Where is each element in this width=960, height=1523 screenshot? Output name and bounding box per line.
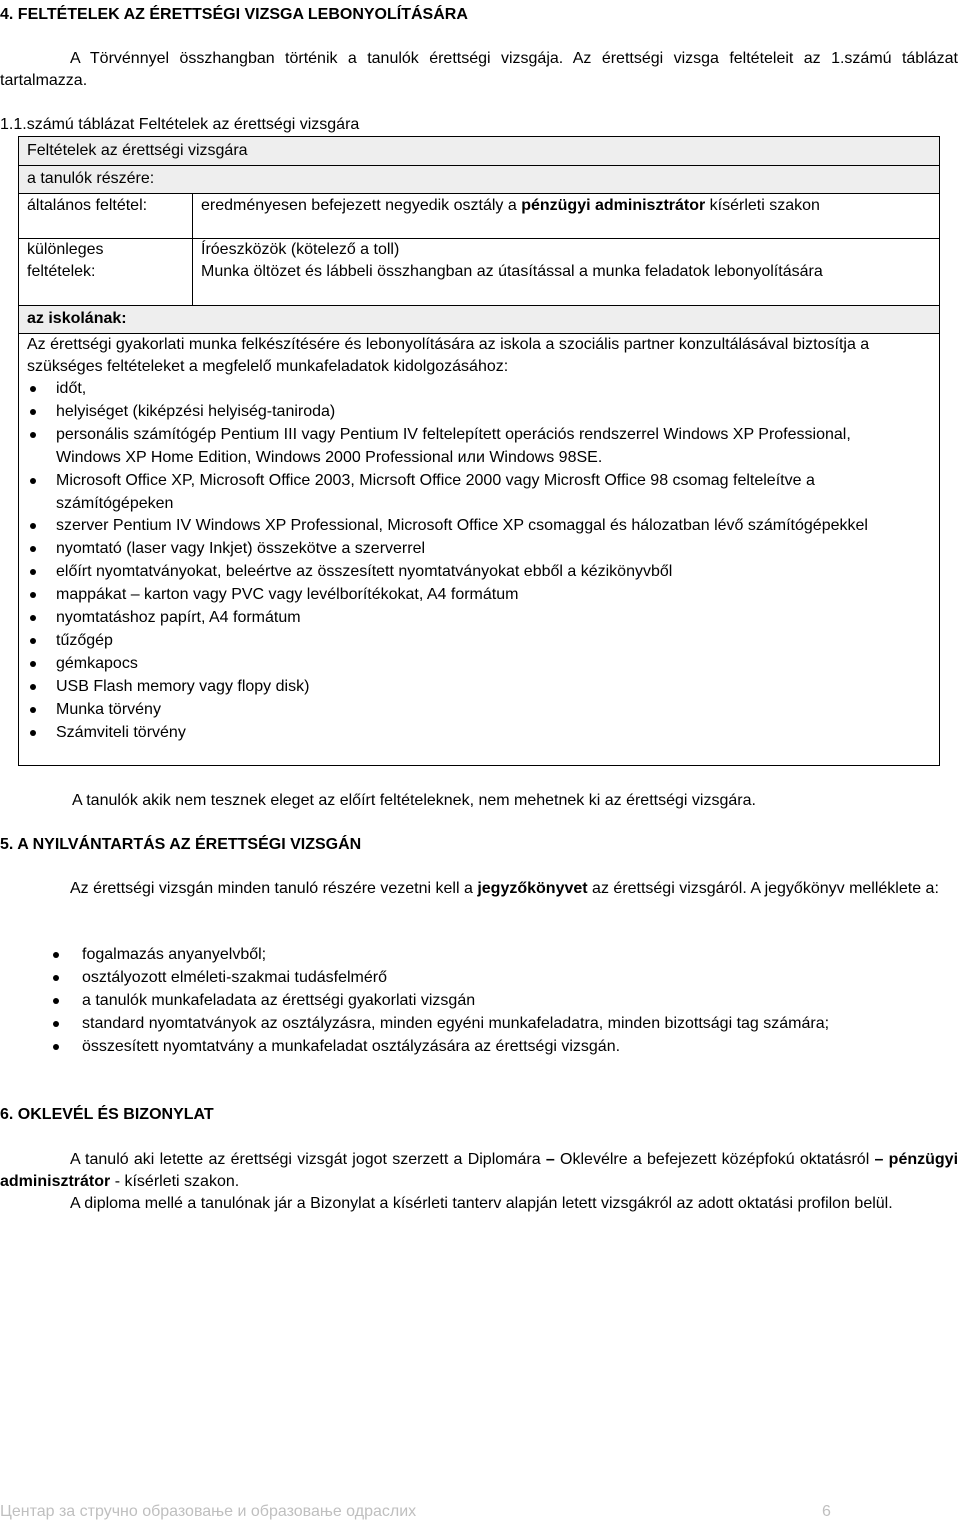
conditions-table	[18, 136, 940, 766]
list-item: nyomtatáshoz papírt, A4 formátum	[19, 607, 899, 630]
list-item: personális számítógép Pentium III vagy Pentium IV feltelepített operációs rendszerrel Windows XP Professional, Windows XP Home Edition, Windows 2000 Professional или Windows 98SE.	[19, 424, 899, 470]
general-label: általános feltétel:	[27, 197, 148, 214]
list-item: nyomtató (laser vagy Inkjet) összekötve a szerverrel	[19, 538, 899, 561]
list-item: helyiséget (kiképzési helyiség-taniroda)	[19, 401, 899, 424]
list-item: tűzőgép	[19, 630, 899, 653]
footer-text: Центар за стручно образовање и образовање одраслих	[0, 1503, 417, 1520]
list-item: gémkapocs	[19, 653, 899, 676]
table-caption: 1.1.számú táblázat Feltételek az érettségi vizsgára	[0, 116, 360, 133]
special-line-1: Íróeszközök (kötelező a toll)	[201, 241, 400, 258]
special-condition-row	[19, 239, 939, 306]
list-item: standard nyomtatványok az osztályzásra, minden egyéni munkafeladatra, minden bizottsági tag számára;	[0, 1013, 958, 1036]
section-5-list	[0, 944, 958, 1059]
list-item: előírt nyomtatványokat, beleértve az összesített nyomtatványokat ebből a kézikönyvből	[19, 561, 899, 584]
list-item: Munka törvény	[19, 699, 899, 722]
general-value: eredményesen befejezett negyedik osztály a pénzügyi adminisztrátor kísérleti szakon	[201, 197, 820, 214]
section-6-heading: 6. OKLEVÉL ÉS BIZONYLAT	[0, 1106, 214, 1123]
special-line-2: Munka öltözet és lábbeli összhangban az útasítással a munka feladatok lebonyolítására	[201, 263, 823, 280]
list-item: szerver Pentium IV Windows XP Professional, Microsoft Office XP csomaggal és hálozatban lévő számítógépekkel	[19, 515, 899, 538]
list-item: időt,	[19, 378, 899, 401]
section-4-intro: A Törvénnyel összhangban történik a tanulók érettségi vizsgája. Az érettségi vizsga feltételeit az 1.számú táblázat tartalmazza.	[0, 50, 958, 89]
general-condition-row	[19, 194, 939, 239]
special-value	[193, 239, 939, 283]
school-content-row	[19, 334, 939, 765]
list-item: USB Flash memory vagy flopy disk)	[19, 676, 899, 699]
section-5-heading: 5. A NYILVÁNTARTÁS AZ ÉRETTSÉGI VIZSGÁN	[0, 836, 362, 853]
after-table-note: A tanulók akik nem tesznek eleget az előírt feltételeknek, nem mehetnek ki az érettségi vizsgára.	[72, 792, 756, 809]
list-item: fogalmazás anyanyelvből;	[0, 944, 958, 967]
students-label: a tanulók részére:	[27, 170, 155, 187]
school-intro: Az érettségi gyakorlati munka felkészítésére és lebonyolítására az iskola a szociális partner konzultálásával biztosítja a szükséges feltételeket a megfelelő munkafeladatok kidolgozásához:	[27, 336, 870, 375]
list-item: osztályozott elméleti-szakmai tudásfelmérő	[0, 967, 958, 990]
list-item: Microsoft Office XP, Microsoft Office 2003, Micrsoft Office 2000 vagy Microsft Office 98 csomag felteleítve a számítógépeken	[19, 470, 899, 516]
section-6-paragraph-2: A diploma mellé a tanulónak jár a Bizonylat a kísérleti tanterv alapján letett vizsgákról az adott oktatási profilon belül.	[70, 1195, 893, 1212]
school-label: az iskolának:	[27, 310, 127, 327]
section-5-paragraph: Az érettségi vizsgán minden tanuló részére vezetni kell a jegyzőkönyvet az érettségi vizsgáról. A jegyőkönyv melléklete a:	[70, 880, 939, 897]
list-item: a tanulók munkafeladata az érettségi gyakorlati vizsgán	[0, 990, 958, 1013]
special-label: különleges feltételek:	[27, 241, 104, 280]
section-4-heading: 4. FELTÉTELEK AZ ÉRETTSÉGI VIZSGA LEBONYOLÍTÁSÁRA	[0, 6, 468, 23]
school-items-list	[19, 378, 899, 745]
footer-page-number: 6	[822, 1503, 831, 1520]
list-item: Számviteli törvény	[19, 722, 899, 745]
list-item: összesített nyomtatvány a munkafeladat osztályzására az érettségi vizsgán.	[0, 1036, 958, 1059]
list-item: mappákat – karton vagy PVC vagy levélborítékokat, A4 formátum	[19, 584, 899, 607]
students-row	[19, 166, 939, 194]
table-header: Feltételek az érettségi vizsgára	[27, 142, 248, 159]
school-row	[19, 306, 939, 334]
table-header-row	[19, 137, 939, 166]
section-6-paragraph-1: A tanuló aki letette az érettségi vizsgát jogot szerzett a Diplomára – Oklevélre a befejezett középfokú oktatásról – pénzügyi adminisztrátor - kísérleti szakon.	[0, 1151, 959, 1190]
